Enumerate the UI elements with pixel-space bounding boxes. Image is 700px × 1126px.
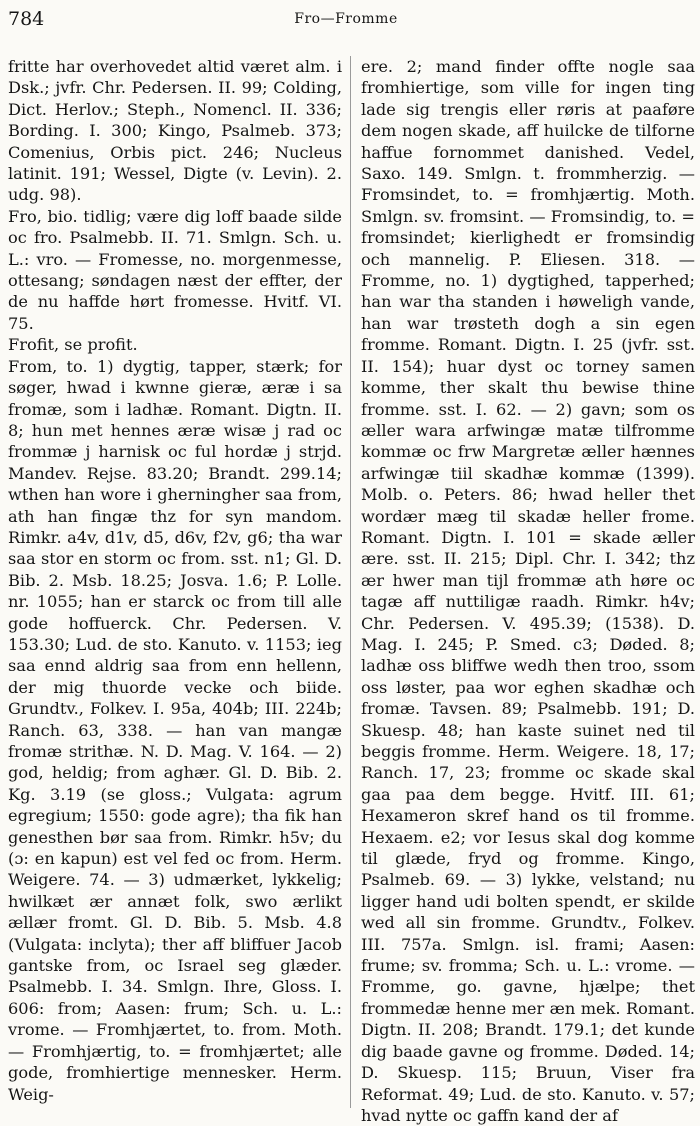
column-divider bbox=[350, 56, 351, 1108]
running-head: Fro—Fromme bbox=[294, 11, 398, 27]
entry-fromhjaertig-continued: ere. 2; mand finder offte nogle saa fromhiertige, som ville for ingen ting lade sig trengis eller røris at paaføre dem nogen skade, aff huilcke de tilforne haffue fornommet danished. Vedel, Saxo. 149. Smlgn. t. frommherzig. — Fromsindet, to. = fromhjærtig. Moth. Smlgn. sv. fromsint. — Fromsindig, to. = fromsindet; kierlighedt er fromsindig och mannelig. P. Eliesen. 318. — Fromme, no. 1) dygtighed, tapperhed; han war tha standen i høweligh vande, han war trøsteth dogh a sin egen fromme. Romant. Digtn. I. 25 (jvfr. sst. II. 154); huar dyst oc torney samen komme, ther skalt thu bewise thine fromme. sst. I. 62. — 2) gavn; som os æller wara arfwingæ matæ tilfromme kommæ oc frw Margretæ æller hænnes arfwingæ tiil skadhæ kommæ (1399). Molb. o. Peters. 86; hwad heller thet wordær mæg til skadæ heller frome. Romant. Digtn. I. 101 = skade æller ære. sst. II. 215; Dipl. Chr. I. 342; thz ær hwer man tijl frommæ ath høre oc tagæ aff nuttiligæ raadh. Rimkr. h4v; Chr. Pedersen. V. 495.39; (1538). D. Mag. I. 245; P. Smed. c3; Døded. 8; ladhæ oss bliffwe wedh then troo, ssom oss løster, paa wor eghen skadhæ och fromæ. Tavsen. 89; Psalmebb. 191; D. Skuesp. 48; han kaste suinet ned til beggis fromme. Herm. Weigere. 18, 17; Ranch. 17, 23; fromme oc skade skal gaa paa dem begge. Hvitf. III. 61; Hexameron skref hand os til fromme. Hexaem. e2; vor Iesus skal dog komme til glæde, fryd og fromme. Kingo, Psalmeb. 69. — 3) lykke, velstand; nu ligger hand udi bolten spendt, er skilde wed all sin fromme. Grundtv., Folkev. III. 757a. Smlgn. isl. frami; Aasen: frume; sv. fromma; Sch. u. L.: vrome. — Fromme, go. gavne, hjælpe; thet frommedæ henne mer æn mek. Romant. Digtn. II. 208; Brandt. 179.1; det kunde dig baade gavne og fromme. Døded. 14; D. Skuesp. 115; Bruun, Viser fra Reformat. 49; Lud. de sto. Kanuto. v. 57; hvad nytte oc gaffn kand der af bbox=[361, 57, 695, 1125]
page-number: 784 bbox=[8, 8, 45, 30]
page-header bbox=[8, 8, 684, 38]
right-column bbox=[361, 56, 695, 1126]
entry-continuation: fritte har overhovedet altid været alm. i Dsk.; jvfr. Chr. Pedersen. II. 99; Colding, Dict. Herlov.; Steph., Nomencl. II. 336; Bording. I. 300; Kingo, Psalmeb. 373; Comenius, Orbis pict. 246; Nucleus latinit. 191; Wessel, Digte (v. Levin). 2. udg. 98). bbox=[8, 57, 342, 205]
left-column bbox=[8, 56, 342, 1105]
entry-fro: Fro, bio. tidlig; være dig loff baade silde oc fro. Psalmebb. II. 71. Smlgn. Sch. u. L.: vro. — Fromesse, no. morgenmesse, ottesang; søndagen næst der effter, der de nu haffde hørt fromesse. Hvitf. VI. 75. bbox=[8, 206, 342, 333]
entry-frofit: Frofit, se profit. bbox=[8, 335, 138, 355]
entry-from: From, to. 1) dygtig, tapper, stærk; for søger, hwad i kwnne gieræ, æræ i sa fromæ, som i ladhæ. Romant. Digtn. II. 8; hun met hennes æræ wisæ j rad oc frommæ j harnisk oc ful hordæ j strjd. Mandev. Rejse. 83.20; Brandt. 299.14; wthen han wore i gherningher saa from, ath han fingæ thz for syn mandom. Rimkr. a4v, d1v, d5, d6v, f2v, g6; tha war saa stor en storm oc from. sst. n1; Gl. D. Bib. 2. Msb. 18.25; Josva. 1.6; P. Lolle. nr. 1055; han er starck oc from till alle gode hoffuerck. Chr. Pedersen. V. 153.30; Lud. de sto. Kanuto. v. 1153; ieg saa ennd aldrig saa from enn hellenn, der mig thuorde vecke och biide. Grundtv., Folkev. I. 95a, 404b; III. 224b; Ranch. 63, 338. — han van mangæ fromæ strithæ. N. D. Mag. V. 164. — 2) god, heldig; from aghær. Gl. D. Bib. 2. Kg. 3.19 (se gloss.; Vulgata: agrum egregium; 1550: gode agre); tha fik han genesthen bør saa from. Rimkr. h5v; du (ɔ: en kapun) est vel fed oc from. Herm. Weigere. 74. — 3) udmærket, lykkelig; hwilkæt ær annæt folk, swo ærlikt ællær fromt. Gl. D. Bib. 5. Msb. 4.8 (Vulgata: inclyta); ther aff bliffuer Jacob gantske from, oc Israel seg glæder. Psalmebb. I. 34. Smlgn. Ihre, Gloss. I. 606: from; Aasen: frum; Sch. u. L.: vrome. — Fromhjærtet, to. from. Moth. — Fromhjærtig, to. = fromhjærtet; alle gode, fromhiertige mennesker. Herm. Weig- bbox=[8, 356, 342, 1104]
